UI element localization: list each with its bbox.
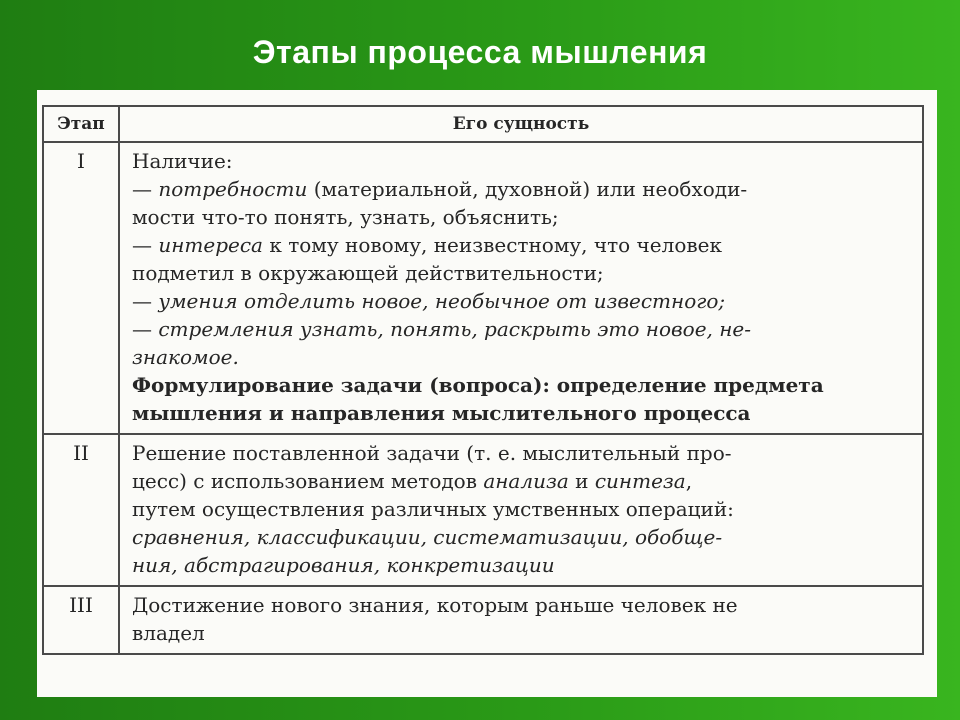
essence-line: подметил в окружающей действительности; [132,261,604,285]
essence-line [132,523,914,551]
italic-term: потребности [158,177,308,201]
essence-line [132,343,914,371]
stage-essence [119,434,923,586]
italic-term: интереса [158,233,263,257]
essence-line [132,551,914,579]
italic-term: анализа [483,469,569,493]
scanned-table-image [37,90,937,697]
essence-line: владел [132,621,205,645]
italic-term: знакомое. [132,345,239,369]
essence-line: Наличие: [132,149,233,173]
table-row [43,142,923,434]
header-essence: Его сущность [119,106,923,142]
italic-term: сравнения, классификации, систематизации, обобще- [132,525,723,549]
essence-line: Достижение нового знания, которым раньше человек не [132,593,738,617]
italic-term: синтеза [594,469,686,493]
table-row [43,434,923,586]
italic-term: ния, абстрагирования, конкретизации [132,553,555,577]
essence-line: — умения отделить новое, необычное от известного; [132,289,726,313]
essence-line: — потребности (материальной, духовной) или необходи- [132,177,748,201]
essence-line: Решение поставленной задачи (т. е. мыслительный про- [132,441,732,465]
table-row [43,586,923,654]
stage-essence [119,142,923,434]
table-header-row [43,106,923,142]
stage-essence [119,586,923,654]
essence-line: мости что-то понять, узнать, объяснить; [132,205,559,229]
bold-text: Формулирование задачи (вопроса): определение предмета [132,373,824,397]
essence-line [132,371,914,399]
stage-number: III [43,586,119,654]
bold-text: мышления и направления мыслительного процесса [132,401,751,425]
slide-title: Этапы процесса мышления [252,34,708,70]
stage-number: II [43,434,119,586]
italic-term: умения отделить новое, необычное от известного; [158,289,726,313]
essence-line: — интереса к тому новому, неизвестному, что человек [132,233,722,257]
stage-number: I [43,142,119,434]
essence-line: — стремления узнать, понять, раскрыть это новое, не- [132,317,752,341]
essence-line: цесс) с использованием методов анализа и синтеза, [132,469,693,493]
italic-term: стремления узнать, понять, раскрыть это новое, не- [158,317,752,341]
essence-line: путем осуществления различных умственных операций: [132,497,734,521]
stages-table [42,105,924,655]
essence-line [132,399,914,427]
header-stage: Этап [43,106,119,142]
